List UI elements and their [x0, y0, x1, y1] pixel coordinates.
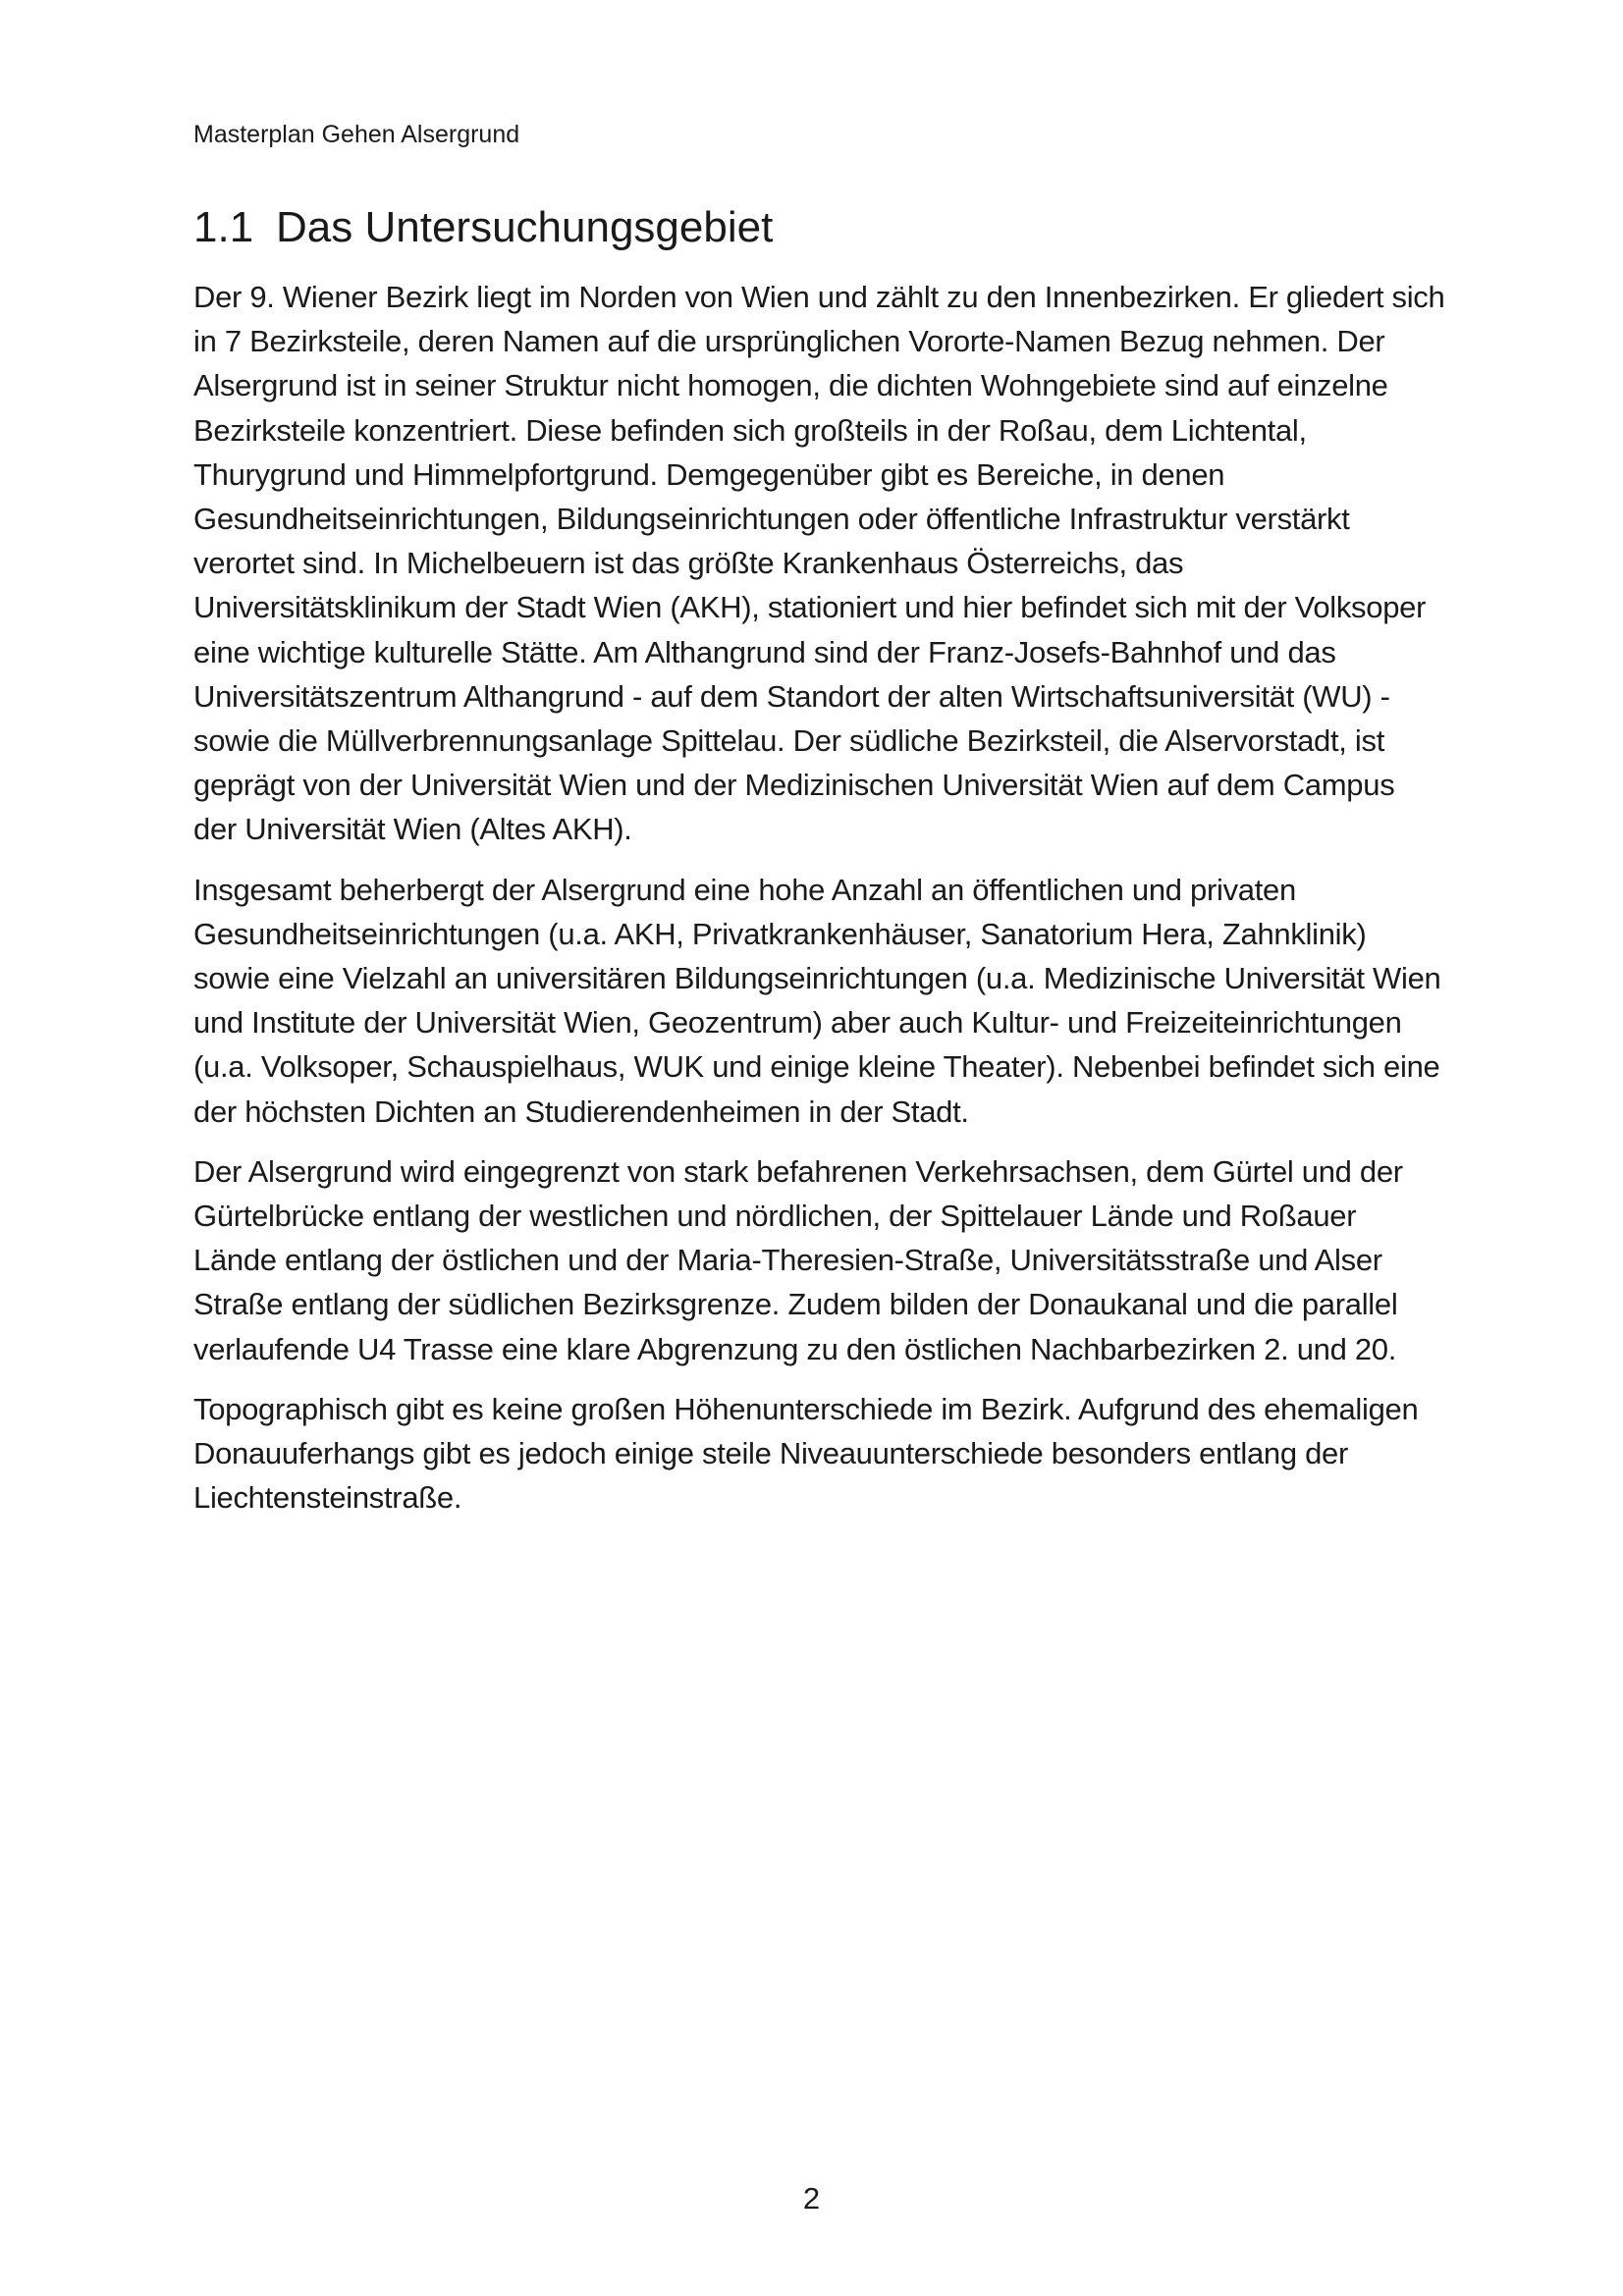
running-header: Masterplan Gehen Alsergrund — [193, 121, 520, 148]
section-heading — [193, 201, 773, 254]
body-text — [193, 275, 1445, 1535]
paragraph: Insgesamt beherbergt der Alsergrund eine hohe Anzahl an öffentlichen und privaten Gesundheitseinrichtungen (u.a. AKH, Privatkrankenhäuser, Sanatorium Hera, Zahnklinik) sowie eine Vielzahl an universitären Bildungseinrichtungen (u.a. Medizinische Universität Wien und Institute der Universität Wien, Geozentrum) aber auch Kultur- und Freizeiteinrichtungen (u.a. Volksoper, Schauspielhaus, WUK und einige kleine Theater). Nebenbei befindet sich eine der höchsten Dichten an Studierendenheimen in der Stadt. — [193, 872, 1441, 1129]
page-number: 2 — [802, 2181, 821, 2216]
paragraph: Der Alsergrund wird eingegrenzt von stark befahrenen Verkehrsachsen, dem Gürtel und der Gürtelbrücke entlang der westlichen und nördlichen, der Spittelauer Lände und Roßauer Lände entlang der östlichen und der Maria-Theresien-Straße, Universitätsstraße und Alser Straße entlang der südlichen Bezirksgrenze. Zudem bilden der Donaukanal und die parallel verlaufende U4 Trasse eine klare Abgrenzung zu den östlichen Nachbarbezirken 2. und 20. — [193, 1153, 1403, 1366]
paragraph: Der 9. Wiener Bezirk liegt im Norden von Wien und zählt zu den Innenbezirken. Er gliedert sich in 7 Bezirksteile, deren Namen auf die ursprünglichen Vororte-Namen Bezug nehmen. Der Alsergrund ist in seiner Struktur nicht homogen, die dichten Wohngebiete sind auf einzelne Bezirksteile konzentriert. Diese befinden sich großteils in der Roßau, dem Lichtental, Thurygrund und Himmelpfortgrund. Demgegenüber gibt es Bereiche, in denen Gesundheitseinrichtungen, Bildungseinrichtungen oder öffentliche Infrastruktur verstärkt verortet sind. In Michelbeuern ist das größte Krankenhaus Österreichs, das Universitätsklinikum der Stadt Wien (AKH), stationiert und hier befindet sich mit der Volksoper eine wichtige kulturelle Stätte. Am Althangrund sind der Franz-Josefs-Bahnhof und das Universitätszentrum Althangrund - auf dem Standort der alten Wirtschaftsuniversität (WU) - sowie die Müllverbrennungsanlage Spittelau. Der südliche Bezirksteil, die Alservorstadt, ist geprägt von der Universität Wien und der Medizinischen Universität Wien auf dem Campus der Universität Wien (Altes AKH). — [193, 280, 1445, 847]
paragraph: Topographisch gibt es keine großen Höhenunterschiede im Bezirk. Aufgrund des ehemaligen Donauuferhangs gibt es jedoch einige steile Niveauunterschiede besonders entlang der Liechtensteinstraße. — [193, 1391, 1419, 1516]
section-title: Das Untersuchungsgebiet — [276, 203, 774, 251]
section-number: 1.1 — [193, 203, 254, 251]
